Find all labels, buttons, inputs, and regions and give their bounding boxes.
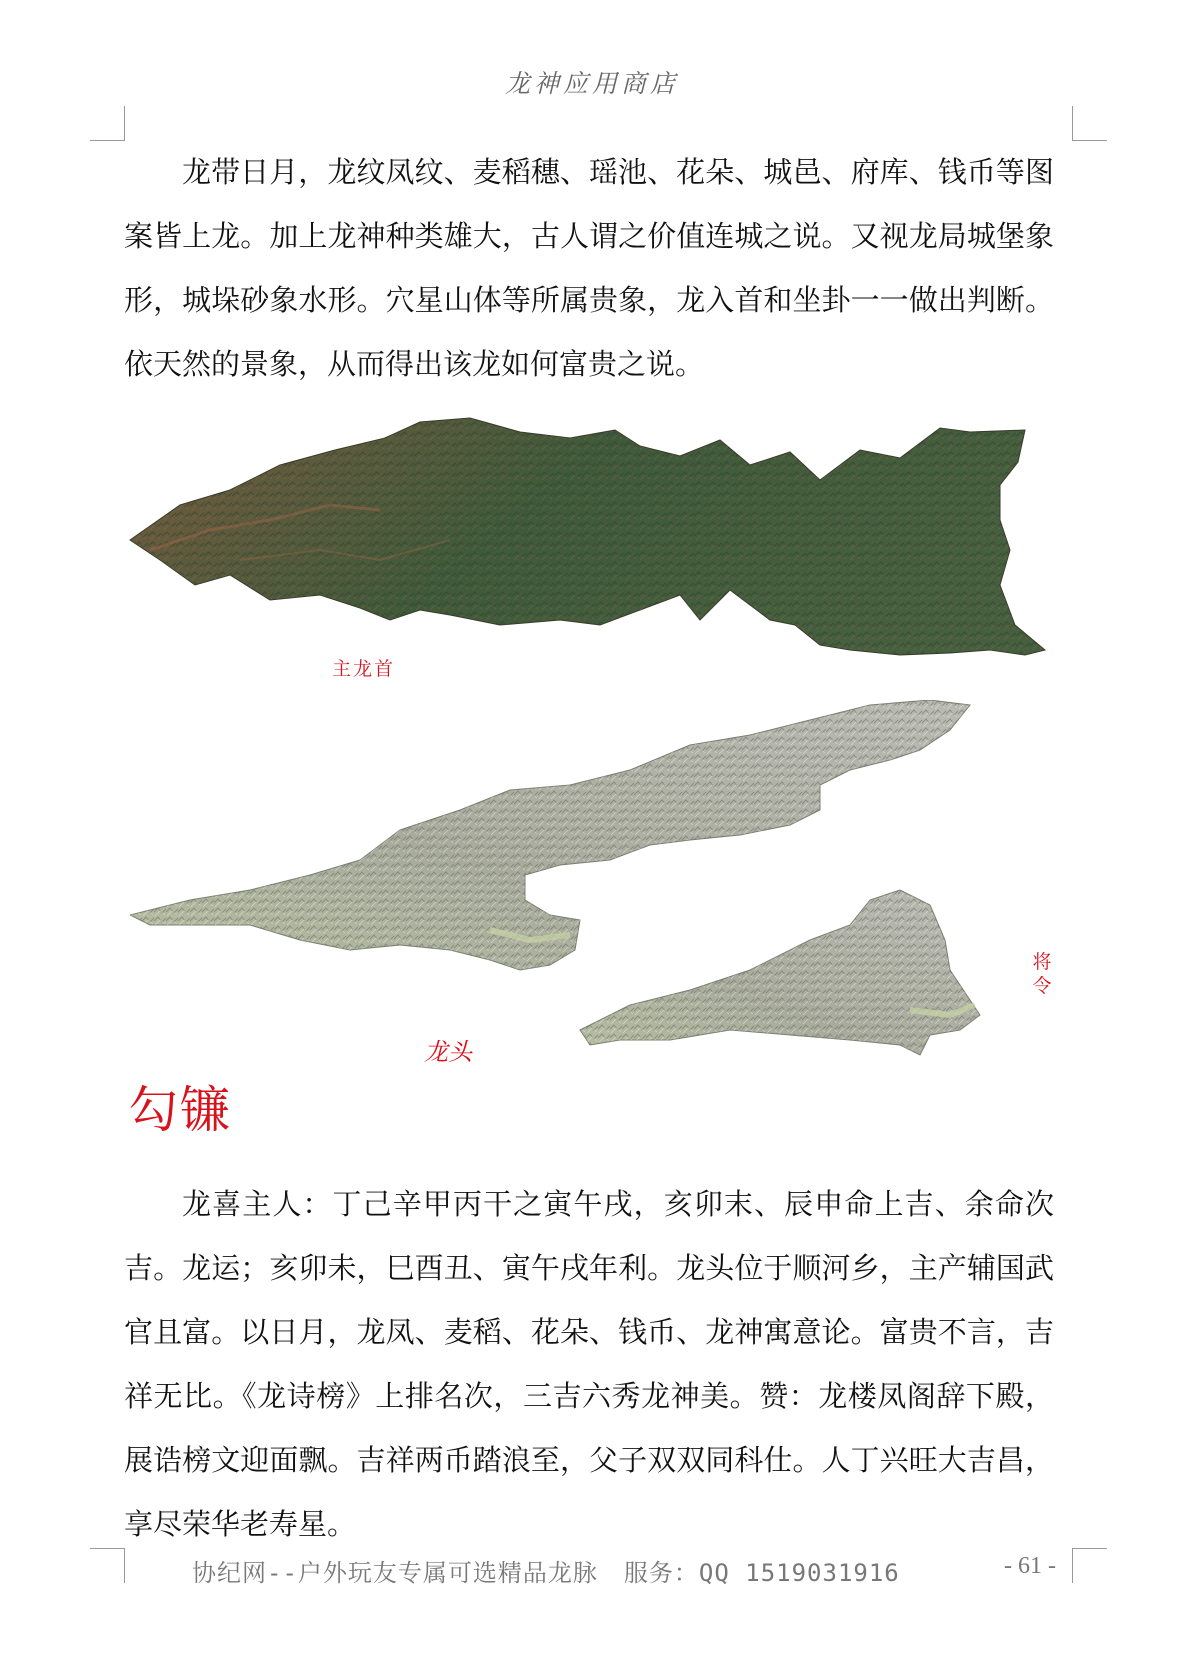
paragraph-fortune: 龙喜主人：丁己辛甲丙干之寅午戌，亥卯末、辰申命上吉、余命次吉。龙运；亥卯未，巳酉丑、寅午戌年利。龙头位于顺河乡，主产辅国武官且富。以日月，龙凤、麦稻、花朵、钱币、龙神寓意论。富贵不言，吉祥无比。《龙诗榜》上排名次，三吉六秀龙神美。赞：龙楼凤阁辞下殿，展诰榜文迎面飘。吉祥两币踏浪至，父子双双同科仕。人丁兴旺大吉昌，享尽荣华老寿星。 bbox=[124, 1187, 1054, 1541]
page-header: 龙神应用商店 bbox=[504, 69, 679, 98]
terrain-map-relief bbox=[130, 700, 1060, 1130]
footer-service: 服务：QQ 1519031916 bbox=[623, 1559, 900, 1587]
crop-mark-bottom-left bbox=[90, 1548, 125, 1583]
page-number: - 61 - bbox=[1004, 1553, 1056, 1579]
formation-title: 勾镰 bbox=[128, 1081, 232, 1139]
footer-site: 协纪网--户外玩友专属可选精品龙脉 bbox=[192, 1559, 598, 1587]
crop-mark-top-right bbox=[1072, 106, 1107, 141]
crop-mark-bottom-right bbox=[1072, 1548, 1107, 1583]
crop-mark-top-left bbox=[90, 106, 125, 141]
paragraph-intro: 龙带日月，龙纹凤纹、麦稻穗、瑶池、花朵、城邑、府库、钱币等图案皆上龙。加上龙神种类雄大，古人谓之价值连城之说。又视龙局城堡象形，城垛砂象水形。穴星山体等所属贵象，龙入首和坐卦一一做出判断。依天然的景象，从而得出该龙如何富贵之说。 bbox=[124, 155, 1054, 381]
page-footer bbox=[192, 1553, 900, 1588]
label-main-dragon-head: 主龙首 bbox=[332, 658, 396, 680]
label-general: 将令 bbox=[1032, 951, 1052, 997]
terrain-map-satellite bbox=[120, 410, 1050, 680]
label-dragon-head: 龙头 bbox=[424, 1038, 472, 1066]
